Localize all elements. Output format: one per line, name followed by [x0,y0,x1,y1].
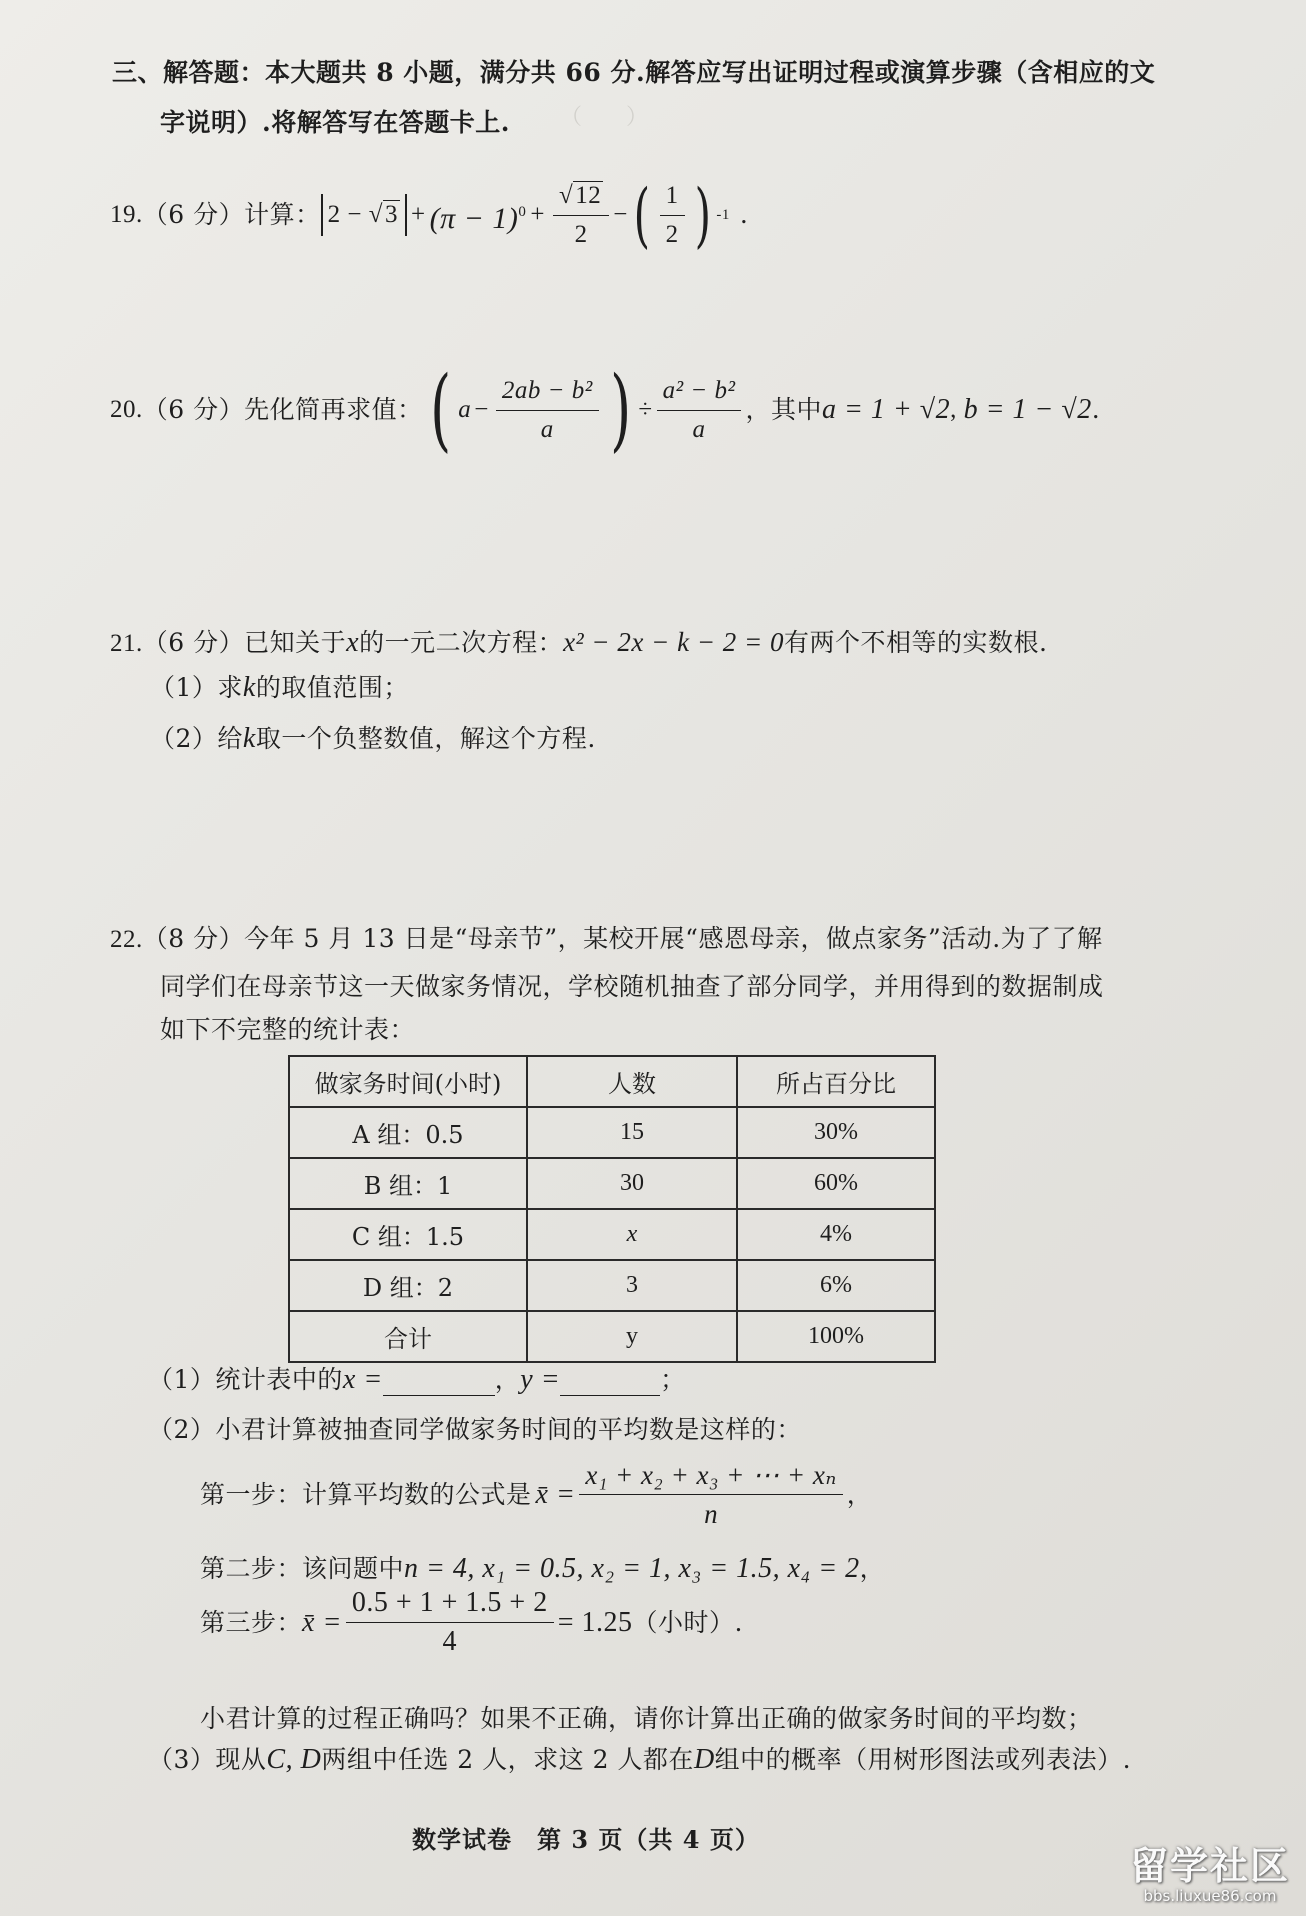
table-cell: 30% [737,1107,935,1158]
section-title-line2: 字说明）.将解答写在答题卡上. [160,108,510,137]
sub-question-label: （2） [148,1415,216,1444]
table-cell: x [527,1209,737,1260]
sqrt-expression: √3 [368,201,398,228]
step-2 [200,1552,885,1586]
sub-question-text: 取一个负整数值，解这个方程. [255,724,596,753]
denominator: n [704,1499,719,1529]
mean-symbol: x̄ = [302,1606,342,1638]
watermark-url: bbs.liuxue86.com [1143,1887,1277,1905]
question-prompt: 先化简再求值： [244,395,423,424]
b-value: b = 1 − √2 [963,394,1092,425]
condition-prefix: ，其中 [745,395,822,424]
group-d: D [693,1744,715,1775]
period: . [1091,395,1101,424]
comma: , [950,396,964,423]
denominator: 2 [665,220,679,248]
question-21-part2 [150,722,596,756]
period: . [739,200,749,229]
question-22-stem-line3: 如下不完整的统计表： [160,1015,416,1044]
table-cell: 100% [737,1311,935,1362]
a-value: a = 1 + √2 [821,394,951,425]
table-cell: y [527,1311,737,1362]
table-row [289,1209,935,1260]
table-cell: 60% [737,1158,935,1209]
watermark-brand: 留学社区 [1129,1844,1290,1888]
sub-question-label: （3） [148,1745,216,1774]
page-footer: 数学试卷 第 3 页（共 4 页） [412,1825,760,1854]
table-cell: 合计 [289,1311,527,1362]
question-number: 21. [110,630,143,657]
step-label: 第一步： [200,1479,303,1509]
step-text: 计算平均数的公式是 [302,1479,532,1509]
left-paren: ( [633,174,651,256]
table-cell: 30 [527,1158,737,1209]
x-answer-blank[interactable] [383,1367,495,1396]
question-points: （6 分） [142,200,245,229]
sub-question-text: 两组中任选 2 人，求这 2 人都在 [321,1745,694,1774]
table-cell: C 组：1.5 [289,1209,527,1260]
mean-result: = 1.25 [557,1606,633,1638]
table-cell: D 组：2 [289,1260,527,1311]
question-number: 20. [110,396,143,423]
plus-sign: + [410,201,426,228]
table-row [289,1260,935,1311]
absolute-value-expression [321,194,407,236]
groups-c-d: C, D [266,1744,322,1775]
question-number: 19. [110,201,143,228]
question-19 [110,174,749,256]
question-22-part3 [148,1743,1131,1777]
pi-term: (π − 1) [429,201,519,235]
table-cell: 15 [527,1107,737,1158]
question-22-part2 [148,1413,802,1447]
mean-symbol: x̄ = [535,1478,576,1510]
stem-text: 今年 5 月 13 日是“母亲节”，某校开展“感恩母亲，做点家务”活动.为了了解 [244,924,1103,953]
fraction-one-half [660,181,685,250]
variable-k: k [242,672,256,703]
watermark [1130,1846,1290,1906]
sub-question-text: 给 [217,724,243,753]
numerator: a² − b² [657,376,742,411]
abs-term: 2 [327,201,341,228]
table-row [289,1107,935,1158]
numerator: √12 [553,181,609,216]
numerator: 2ab − b² [496,376,599,411]
sub-question-text: 组中的概率（用树形图法或列表法）. [714,1745,1132,1774]
minus-sign: − [347,201,362,228]
question-22-part1 [148,1363,686,1397]
mean-formula-fraction [579,1460,842,1529]
comma: ， [494,1365,521,1394]
step-text: 该问题中 [302,1554,405,1583]
statistics-table [288,1055,936,1363]
question-21-stem [110,625,1047,661]
numerator: 1 [660,181,685,216]
question-22-stem-line1 [110,922,1103,957]
exponent: 0 [518,203,527,220]
table-cell: 6% [737,1260,935,1311]
variable-k: k [242,723,256,754]
divide-sign: ÷ [638,396,653,423]
minus-sign: − [613,201,628,228]
stem-text: 有两个不相等的实数根. [784,628,1048,657]
minus-sign: − [474,396,489,423]
sub-question-text: 现从 [215,1745,267,1774]
step-label: 第二步： [200,1554,303,1583]
stem-text: 已知关于 [244,628,347,657]
mean-calculation-fraction [346,1588,554,1657]
radicand: 12 [575,181,602,209]
variable-x: x [346,627,360,658]
header-cell: 人数 [527,1056,737,1107]
table-total-row [289,1311,935,1362]
question-22-part2-question: 小君计算的过程正确吗？如果不正确，请你计算出正确的做家务时间的平均数； [200,1704,1093,1733]
bleed-through-text: （ ） [560,105,649,130]
question-20 [110,357,1101,462]
comma: ， [846,1479,873,1509]
sub-question-text: 的取值范围； [255,673,409,702]
comma: ， [859,1554,886,1583]
numerator: 0.5 + 1 + 1.5 + 2 [346,1588,554,1623]
sub-question-label: （1） [148,1365,216,1394]
exponent: -1 [716,207,730,223]
unit-label: （小时）. [632,1607,743,1637]
variable-a: a [458,396,472,423]
right-paren: ) [694,174,711,256]
stem-text: 的一元二次方程： [359,628,564,657]
sub-question-text: 求 [217,673,243,702]
table-cell: 4% [737,1209,935,1260]
denominator: 2 [574,220,588,248]
header-cell: 做家务时间(小时) [289,1056,527,1107]
sub-question-text: 小君计算被抽查同学做家务时间的平均数是这样的： [215,1415,802,1444]
denominator: a [540,415,554,443]
radicand: 3 [384,201,398,228]
denominator: 4 [442,1626,458,1657]
table-cell: A 组：0.5 [289,1107,527,1158]
plus-sign: + [530,201,545,228]
table-cell: 3 [527,1260,737,1311]
fraction-2ab-minus-b2-over-a [496,376,599,445]
question-points: （8 分） [142,924,245,953]
sub-question-label: （2） [150,724,218,753]
question-points: （6 分） [142,395,245,424]
section-title-line1: 三、解答题：本大题共 8 小题，满分共 66 分.解答应写出证明过程或演算步骤（含相应的文 [112,58,1156,87]
question-points: （6 分） [142,628,245,657]
sub-question-text: 统计表中的 [215,1365,343,1394]
question-prompt: 计算： [244,200,321,229]
question-number: 22. [110,926,143,953]
pi-expression [430,195,527,236]
step-3 [200,1588,743,1657]
x-answer-label: x = [342,1364,383,1395]
quadratic-equation: x² − 2x − k − 2 = 0 [563,627,785,657]
step-values: n = 4, x₁ = 0.5, x₂ = 1, x₃ = 1.5, x₄ = 2 [404,1553,860,1584]
fraction-sqrt12-over-2 [553,181,609,250]
table-row [289,1158,935,1209]
numerator: x₁ + x₂ + x₃ + ⋯ + xₙ [579,1460,842,1495]
header-cell: 所占百分比 [737,1056,935,1107]
semicolon: ； [660,1365,686,1394]
y-answer-blank[interactable] [560,1367,660,1396]
step-label: 第三步： [200,1607,303,1637]
step-1 [200,1460,872,1529]
fraction-a2-minus-b2-over-a [657,376,742,445]
sub-question-label: （1） [150,673,218,702]
table-header-row [289,1056,935,1107]
question-21-part1 [150,671,409,705]
bleed-through-text [700,520,788,551]
right-paren: ) [609,357,632,462]
left-paren: ( [429,357,452,462]
table-cell: B 组：1 [289,1158,527,1209]
question-22-stem-line2: 同学们在母亲节这一天做家务情况，学校随机抽查了部分同学，并用得到的数据制成 [160,972,1104,1001]
y-answer-label: y = [520,1364,561,1395]
denominator: a [692,415,706,443]
